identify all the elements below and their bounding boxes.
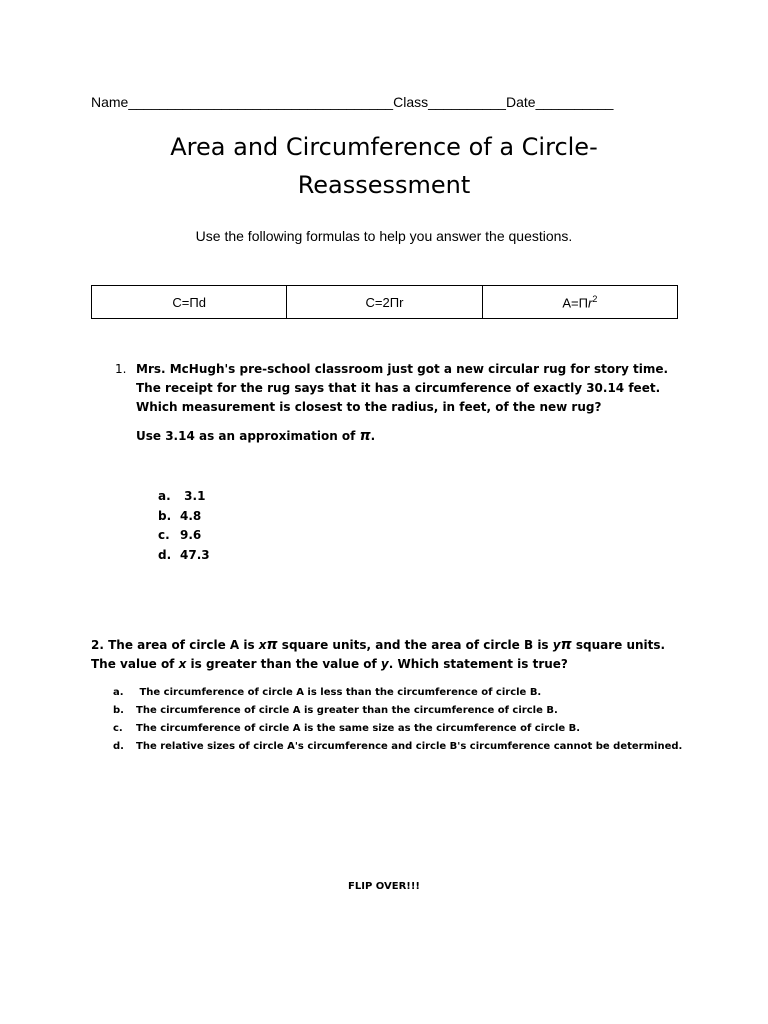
name-label: Name [91, 94, 129, 110]
choice-c[interactable]: c. 9.6 [158, 528, 202, 542]
formula-table [91, 285, 678, 319]
class-label: Class [393, 94, 429, 110]
choice-d[interactable]: d. 47.3 [158, 547, 210, 562]
page-title-line-2: Reassessment [297, 171, 471, 199]
flip-over-note: FLIP OVER!!! [348, 881, 420, 892]
formula-circumference-radius: C=2Πr [287, 286, 482, 319]
student-info-line [91, 94, 613, 110]
pi-symbol: π [359, 428, 371, 444]
question-2-choices [113, 686, 682, 758]
date-blank: __________ [535, 94, 614, 110]
choice-a[interactable]: a. The circumference of circle A is less than the circumference of circle B. [113, 687, 542, 698]
date-label: Date [505, 94, 536, 110]
choice-a[interactable]: a. 3.1 [158, 489, 206, 503]
question-1-number: 1. [115, 362, 127, 376]
question-1-note: Use 3.14 as an approximation of π. [136, 428, 376, 444]
choice-b[interactable]: b. The circumference of circle A is greater than the circumference of circle B. [113, 705, 558, 716]
page-title-line-1: Area and Circumference of a Circle- [170, 133, 598, 161]
choice-c[interactable]: c. The circumference of circle A is the same size as the circumference of circle B. [113, 723, 581, 734]
choice-d[interactable]: d. The relative sizes of circle A's circumference and circle B's circumference cannot be determined. [113, 741, 683, 752]
question-1-choices [158, 487, 210, 565]
choice-b[interactable]: b. 4.8 [158, 508, 202, 523]
name-blank: __________________________________ [128, 94, 394, 110]
formula-circumference-diameter: C=Πd [92, 286, 287, 319]
question-1-text: Mrs. McHugh's pre-school classroom just got a new circular rug for story time. The receipt for the rug says that it has a circumference of exactly 30.14 feet. Which measurement is closest to the radius, in feet, of the new rug? [136, 362, 669, 414]
class-blank: __________ [428, 94, 506, 110]
question-2-text: 2. The area of circle A is xπ square units, and the area of circle B is yπ square units. The value of x is greater than the value of y. Which statement is true? [91, 637, 666, 671]
formula-area: $A=\Pi r^2$ [482, 286, 677, 319]
instructions: Use the following formulas to help you answer the questions. [195, 228, 573, 244]
